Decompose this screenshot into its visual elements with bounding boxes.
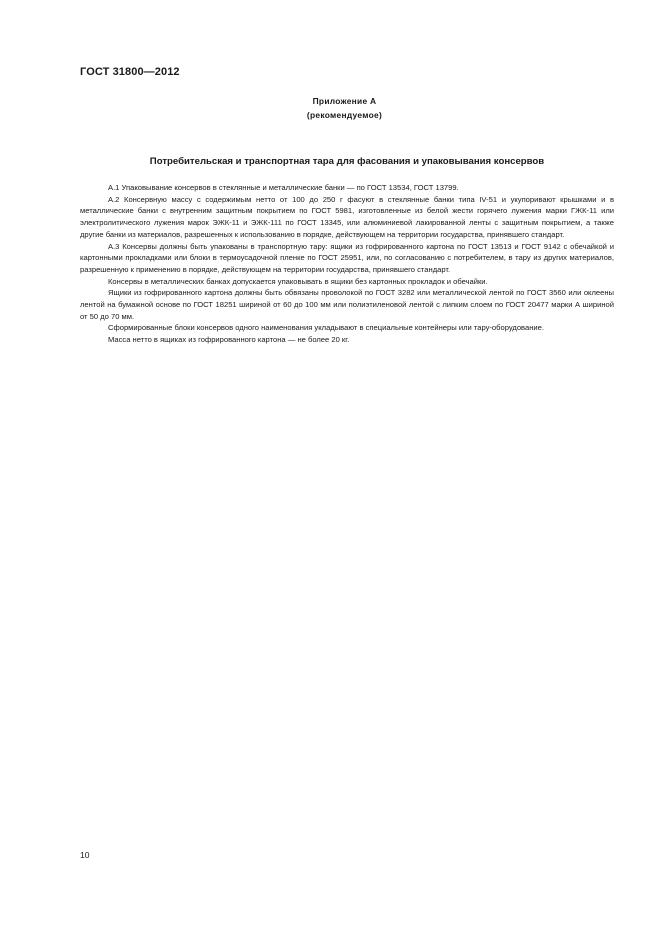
paragraph-blocks-containers: Сформированные блоки консервов одного наименования укладывают в специальные контейнеры или тару-оборудование. (108, 323, 544, 333)
paragraph-a3: А.3 Консервы должны быть упакованы в транспортную тару: ящики из гофрированного картона по ГОСТ 13513 и ГОСТ 9142 с обечайкой и картонными прокладками или блоки в термоусадочной пленке по ГОСТ 25951, или, по согласованию с потребителем, в тару из других материалов, разрешенную к применению в порядке, действующем на территории государства, принявшего стандарт. (80, 241, 614, 274)
section-title: Потребительская и транспортная тара для фасования и упаковывания консервов (149, 156, 545, 167)
document-code-header: ГОСТ 31800—2012 (80, 66, 180, 78)
paragraph-metal-cans: Консервы в металлических банках допускается упаковывать в ящики без картонных прокладок и обечайки. (108, 276, 488, 286)
paragraph-net-weight: Масса нетто в ящиках из гофрированного картона — не более 20 кг. (108, 335, 350, 345)
page-number: 10 (80, 850, 90, 860)
document-body (80, 182, 614, 346)
annex-status: (рекомендуемое) (306, 110, 383, 120)
paragraph-box-strapping: Ящики из гофрированного картона должны быть обвязаны проволокой по ГОСТ 3282 или металлической лентой по ГОСТ 3560 или оклеены лентой на бумажной основе по ГОСТ 18251 шириной от 60 до 100 мм или полиэтиленовой лентой с липким слоем по ГОСТ 20477 марки А шириной от 50 до 70 мм. (80, 288, 614, 321)
annex-title: Приложение А (312, 96, 377, 106)
paragraph-a2: А.2 Консервную массу с содержимым нетто от 100 до 250 г фасуют в стеклянные банки типа IV-51 и укупоривают крышками и в металлические банки с внутренним защитным покрытием по ГОСТ 5981, изготовленные из белой жести горячего лужения марки ГЖК-11 или электролитического лужения марок ЭЖК-11 и ЭЖК-111 по ГОСТ 13345, или алюминиевой лакированной ленты с защитным покрытием, а также другие банки из материалов, разрешенных к использованию в порядке, действующем на территории государства, принявшего стандарт. (80, 194, 614, 239)
paragraph-a1: А.1 Упаковывание консервов в стеклянные и металлические банки — по ГОСТ 13534, ГОСТ 13799. (108, 183, 459, 192)
